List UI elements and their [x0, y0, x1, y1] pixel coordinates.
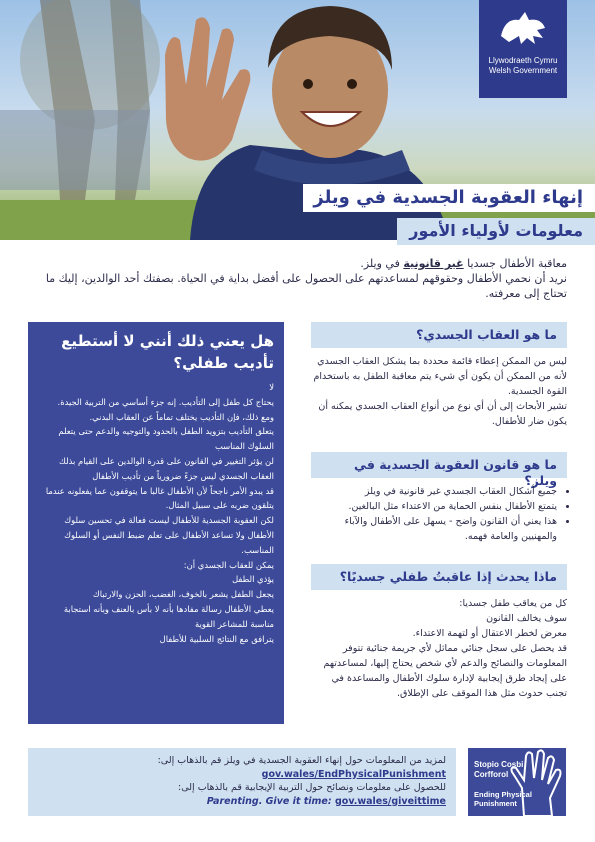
section-heading: ماذا يحدث إذا عاقبتُ طفلي جسديًا؟	[311, 564, 567, 590]
discipline-line: لكن العقوبة الجسدية للأطفال ليست فعالة في تحسين سلوك الأطفال ولا تساعد الأطفال على تعلم ضبط النفس أو السلوك المناسب.	[64, 515, 274, 555]
footer-tagline-row	[38, 795, 446, 809]
discipline-line: يؤذي الطفل	[232, 574, 274, 585]
discipline-line: يتعلق التأديب بتزويد الطفل بالحدود والتوجيه والدعم حتى يتعلم السلوك المناسب	[58, 426, 274, 452]
discipline-line: لن يؤثر التغيير في القانون على قدرة الوالدين على القيام بذلك	[59, 455, 274, 466]
section-law	[311, 452, 567, 564]
section-body	[311, 348, 567, 452]
intro-line-2: نريد أن نحمي الأطفال وحقوقهم لمساعدتهم على الحصول على أفضل بداية في الحياة. بصفتك أحد الوالدين، إليك ما تحتاج إلى معرفته.	[45, 272, 567, 300]
intro-before: معاقبة الأطفال جسديا	[463, 257, 567, 270]
intro-after: في ويلز.	[360, 257, 404, 270]
page-subtitle: معلومات لأولياء الأمور	[397, 218, 595, 245]
intro-line-1	[27, 256, 567, 271]
intro-highlight: غير قانونية	[403, 257, 464, 270]
give-it-time-link[interactable]: gov.wales/giveittime	[335, 795, 446, 807]
discipline-line: يجعل الطفل يشعر بالخوف، الغضب، الحزن والارتباك	[92, 589, 274, 600]
end-physical-punishment-link[interactable]: gov.wales/EndPhysicalPunishment	[261, 768, 446, 780]
campaign-english-line-2: Punishment	[474, 799, 517, 808]
discipline-line: لا	[269, 382, 274, 392]
section-line: قد يحصل على سجل جنائي مماثل لأي جريمة جنائية تتوفر المعلومات والنصائح والدعم لأي شخص يحتاج إليها، لمساعدتهم على إيجاد طرق إيجابية لإدارة سلوك الأطفال والمساعدة في تجنب حدوث مثل هذا الموقف على الإطلاق.	[323, 643, 567, 699]
campaign-english-name	[474, 790, 532, 808]
footer-links-box	[28, 748, 456, 816]
gov-logo-english-name: Welsh Government	[488, 66, 558, 75]
discipline-line: يترافق مع النتائج السلبية للأطفال	[159, 633, 274, 644]
discipline-line: يحتاج كل طفل إلى التأديب. إنه جزء أساسي من التربية الجيدة.	[57, 396, 274, 407]
section-what-happens	[311, 564, 567, 701]
list-item: • يتمتع الأطفال بنفس الحماية من الاعتداء مثل البالغين.	[311, 499, 557, 514]
law-list	[311, 484, 567, 544]
discipline-line: قد يبدو الأمر ناجحاً لأن الأطفال غالبا ما يتوقفون عما يفعلونه عندما يتلقون ضربه على سبيل المثال.	[45, 485, 274, 511]
section-what-is	[311, 322, 567, 452]
welsh-government-logo	[479, 0, 567, 98]
dragon-icon	[497, 8, 549, 48]
discipline-info-box	[28, 322, 284, 724]
give-it-time-tagline: Parenting. Give it time:	[206, 795, 332, 807]
section-line: معرض لخطر الاعتقال أو لتهمة الاعتداء.	[412, 628, 567, 639]
list-item: • هذا يعني أن القانون واضح - يسهل على الأطفال والآباء والمهنيين والعامة فهمه.	[311, 514, 557, 544]
section-body	[311, 590, 567, 701]
campaign-welsh-line-1: Stopio Cosbi	[474, 760, 524, 769]
section-heading: ما هو قانون العقوبة الجسدية في ويلز؟	[311, 452, 567, 478]
page-title: إنهاء العقوبة الجسدية في ويلز	[303, 184, 595, 212]
campaign-english-line-1: Ending Physical	[474, 790, 532, 799]
footer-line-1: لمزيد من المعلومات حول إنهاء العقوبة الجسدية في ويلز قم بالذهاب إلى:	[157, 755, 446, 766]
discipline-line: يمكن للعقاب الجسدي أن:	[183, 559, 274, 570]
section-heading: ما هو العقاب الجسدي؟	[311, 322, 567, 348]
section-line: سوف يخالف القانون	[486, 613, 567, 624]
discipline-line: العقاب الجسدي ليس جزءً ضرورياً من تأديب الأطفال	[92, 470, 274, 481]
ending-physical-punishment-logo	[468, 748, 566, 816]
section-paragraph: ليس من الممكن إعطاء قائمة محددة بما يشكل العقاب الجسدي لأنه من الممكن أن يكون أي شيء يتم معاقبة الطفل به باستخدام القوة الجسدية.	[313, 356, 567, 397]
intro-text	[27, 256, 567, 301]
list-item: • جميع أشكال العقاب الجسدي غير قانونية في ويلز	[311, 484, 557, 499]
campaign-welsh-line-2: Corfforol	[474, 770, 509, 779]
discipline-line: ومع ذلك، فإن التأديب يختلف تماماً عن العقاب البدني.	[89, 411, 274, 422]
section-paragraph: تشير الأبحاث إلى أن أي نوع من أنواع العقاب الجسدي يمكنه أن يكون ضار للأطفال.	[318, 401, 567, 427]
campaign-welsh-name	[474, 760, 523, 780]
discipline-heading: هل يعني ذلك أنني لا أستطيع تأديب طفلي؟	[61, 332, 274, 372]
footer-line-2: للحصول على معلومات ونصائح حول التربية الإيجابية قم بالذهاب إلى:	[178, 782, 446, 793]
section-line: كل من يعاقب طفل جسديا:	[459, 598, 567, 609]
section-body	[311, 478, 567, 564]
info-sections	[311, 322, 567, 701]
gov-logo-welsh-name: Llywodraeth Cymru	[488, 56, 558, 65]
discipline-line: يعطي الأطفال رسالة مفادها بأنه لا بأس بالعنف وبأنه استجابة مناسبة للمشاعر القوية	[63, 603, 274, 629]
